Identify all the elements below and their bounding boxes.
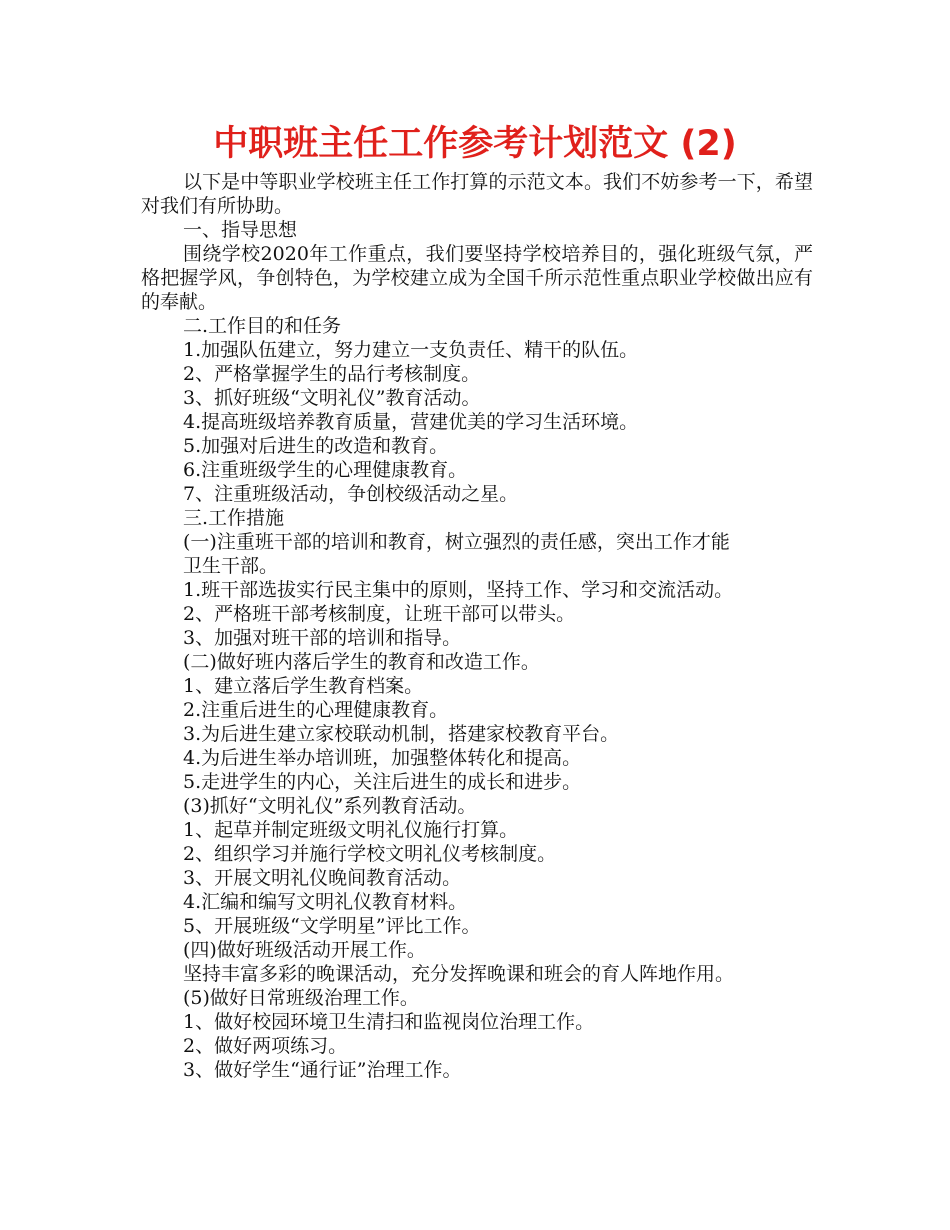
subsection-heading: (二)做好班内落后学生的教育和改造工作。 bbox=[183, 651, 540, 673]
list-item: 2.注重后进生的心理健康教育。 bbox=[183, 699, 449, 721]
section-heading-measures: 三.工作措施 bbox=[183, 507, 285, 529]
list-item: 2、组织学习并施行学校文明礼仪考核制度。 bbox=[183, 843, 557, 865]
list-item: 7、注重班级活动，争创校级活动之星。 bbox=[183, 483, 519, 505]
section-heading-guiding-thought: 一、指导思想 bbox=[183, 219, 298, 241]
subsection-heading: (四)做好班级活动开展工作。 bbox=[183, 939, 426, 961]
list-item: 5.加强对后进生的改造和教育。 bbox=[183, 435, 449, 457]
list-item: 3、抓好班级“文明礼仪”教育活动。 bbox=[183, 387, 481, 409]
paragraph-guiding-thought: 围绕学校2020年工作重点，我们要坚持学校培养目的，强化班级气氛，严格把握学风，争创特色，为学校建立成为全国千所示范性重点职业学校做出应有的奉献。 bbox=[141, 243, 813, 313]
document-body bbox=[141, 170, 813, 1082]
list-item: 5.走进学生的内心，关注后进生的成长和进步。 bbox=[183, 771, 582, 793]
list-item: 2、做好两项练习。 bbox=[183, 1035, 348, 1057]
subsection-heading: (5)做好日常班级治理工作。 bbox=[183, 987, 419, 1009]
list-item: 3、加强对班干部的培训和指导。 bbox=[183, 627, 462, 649]
paragraph-intro: 以下是中等职业学校班主任工作打算的示范文本。我们不妨参考一下，希望对我们有所协助。 bbox=[141, 171, 813, 217]
list-item: 3.为后进生建立家校联动机制，搭建家校教育平台。 bbox=[183, 723, 620, 745]
list-item: 3、做好学生“通行证”治理工作。 bbox=[183, 1059, 462, 1081]
list-item: 1.班干部选拔实行民主集中的原则，坚持工作、学习和交流活动。 bbox=[183, 579, 734, 601]
list-item: 2、严格掌握学生的品行考核制度。 bbox=[183, 363, 481, 385]
list-item: 卫生干部。 bbox=[183, 555, 279, 577]
list-item: 2、严格班干部考核制度，让班干部可以带头。 bbox=[183, 603, 576, 625]
subsection-heading: (3)抓好“文明礼仪”系列教育活动。 bbox=[183, 795, 477, 817]
list-item: 6.注重班级学生的心理健康教育。 bbox=[183, 459, 468, 481]
document-title: 中职班主任工作参考计划范文 (2) bbox=[213, 124, 737, 164]
subsection-heading: (一)注重班干部的培训和教育，树立强烈的责任感，突出工作才能 bbox=[183, 531, 730, 553]
list-item: 5、开展班级“文学明星”评比工作。 bbox=[183, 915, 481, 937]
list-item: 1、建立落后学生教育档案。 bbox=[183, 675, 424, 697]
list-item: 1、起草并制定班级文明礼仪施行打算。 bbox=[183, 819, 519, 841]
list-item: 坚持丰富多彩的晚课活动，充分发挥晚课和班会的育人阵地作用。 bbox=[183, 963, 735, 985]
list-item: 4.提高班级培养教育质量，营建优美的学习生活环境。 bbox=[183, 411, 639, 433]
list-item: 4.为后进生举办培训班，加强整体转化和提高。 bbox=[183, 747, 582, 769]
list-item: 1.加强队伍建立，努力建立一支负责任、精干的队伍。 bbox=[183, 339, 639, 361]
list-item: 3、开展文明礼仪晚间教育活动。 bbox=[183, 867, 462, 889]
section-heading-goals: 二.工作目的和任务 bbox=[183, 315, 342, 337]
list-item: 4.汇编和编写文明礼仪教育材料。 bbox=[183, 891, 468, 913]
list-item: 1、做好校园环境卫生清扫和监视岗位治理工作。 bbox=[183, 1011, 595, 1033]
